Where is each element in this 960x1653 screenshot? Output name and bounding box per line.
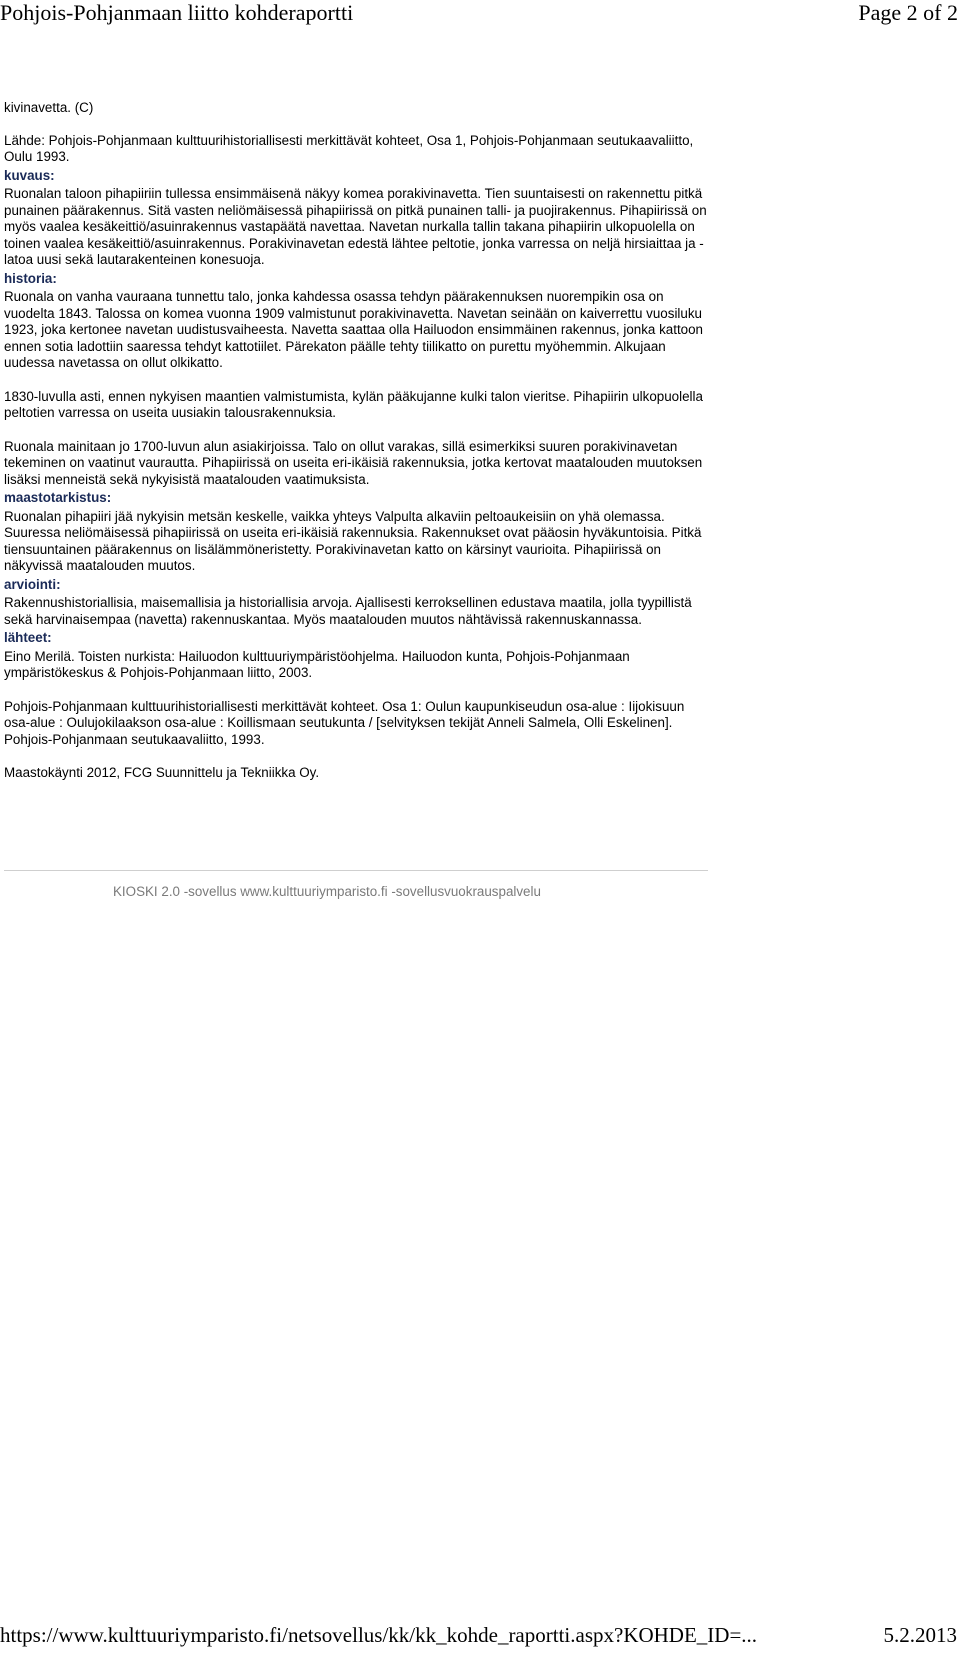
footer-date: 5.2.2013: [883, 1623, 957, 1647]
kuvaus-text: Ruonalan taloon pihapiiriin tullessa ensimmäisenä näkyy komea porakivinavetta. Tien suuntaisesti on rakennettu pitkä punainen päärakennus. Sitä vasten neliömäisessä pihapiirissä on pitkä punainen talli- ja puojirakennus. Pihapiirissä on myös vaalea kesäkeittiö/asuinrakennus vastapäätä navettaa. Navetan nurkalla tallin takana pihapiirin ulkopuolella on toinen vaalea kesäkeittiö/asuinrakennus. Porakivinavetan edestä lähtee peltotie, jonka varressa on neljä hirsiaittaa ja -latoa uusi sekä lautarakenteinen konesuoja.: [4, 186, 707, 267]
print-footer: [0, 1622, 960, 1652]
divider: [4, 870, 708, 871]
section-heading-lahteet: lähteet:: [4, 630, 52, 645]
footer-url: https://www.kulttuuriymparisto.fi/netsovellus/kk/kk_kohde_raportti.aspx?KOHDE_ID=...: [0, 1623, 758, 1647]
section-heading-arviointi: arviointi:: [4, 576, 61, 592]
maastotarkistus-text: Ruonalan pihapiiri jää nykyisin metsän keskelle, vaikka yhteys Valpulta alkaviin peltoaukeisiin on yhä olemassa. Suuressa neliömäisessä pihapiirissä on useita eri-ikäisiä rakennuksia. Rakennukset ovat pääosin hyväkuntoisia. Pitkä tiensuuntainen päärakennus on lisälämmöneristetty. Porakivinavetan katto on kärsinyt vaurioita. Pihapiirissä on näkyvissä maatalouden muutos.: [4, 508, 702, 573]
kioski-line: KIOSKI 2.0 -sovellus www.kulttuuriymparisto.fi -sovellusvuokrauspalvelu: [113, 884, 541, 899]
page-number: Page 2 of 2: [858, 0, 958, 25]
report-content: [4, 100, 708, 782]
section-heading-historia: historia:: [4, 270, 57, 286]
historia-paragraph: Ruonala on vanha vauraana tunnettu talo, jonka kahdessa osassa tehdyn päärakennuksen nuorempikin osa on vuodelta 1843. Talossa on komea vuonna 1909 valmistunut porakivinavetta. Navetan seinään on kaiverrettu vuosiluku 1923, joka kertonee navetan uudistusvaiheesta. Navetta saattaa olla Hailuodon ensimmäinen rakennus, jonka kattoon ennen sotia ladottiin saaressa tehdyt kattotiilet. Pärekaton päälle tehty tiilikatto on purettu myöhemmin. Alkujaan uudessa navetassa on ollut olkikatto.: [4, 289, 704, 370]
section-heading-kuvaus: kuvaus:: [4, 167, 55, 183]
historia-paragraph: Ruonala mainitaan jo 1700-luvun alun asiakirjoissa. Talo on ollut varakas, sillä esimerkiksi suuren porakivinavetan tekeminen on vaatinut vaurautta. Pihapiirissä on useita eri-ikäisiä rakennuksia, jotka kertovat maatalouden muutoksen lisäksi menneistä sekä nykyisistä maatalouden vaatimuksista.: [4, 438, 703, 487]
intro-line: kivinavetta. (C): [4, 100, 94, 115]
source-reference: Maastokäynti 2012, FCG Suunnittelu ja Tekniikka Oy.: [4, 765, 320, 780]
section-heading-maastotarkistus: maastotarkistus:: [4, 490, 112, 505]
arviointi-text: Rakennushistoriallisia, maisemallisia ja historiallisia arvoja. Ajallisesti kerroksellinen edustava maatila, jolla tyypillistä sekä harvinaisempaa (navetta) rakennuskantaa. Myös maatalouden muutos nähtävissä rakennuskannassa.: [4, 595, 692, 627]
print-header: [0, 0, 960, 30]
source-line: Lähde: Pohjois-Pohjanmaan kulttuurihistoriallisesti merkittävät kohteet, Osa 1, Pohjois-Pohjanmaan seutukaavaliitto, Oulu 1993.: [4, 132, 694, 164]
source-reference: Eino Merilä. Toisten nurkista: Hailuodon kulttuuriympäristöohjelma. Hailuodon kunta, Pohjois-Pohjanmaan ympäristökeskus & Pohjois-Pohjanmaan liitto, 2003.: [4, 648, 630, 680]
report-title: Pohjois-Pohjanmaan liitto kohderaportti: [0, 0, 354, 25]
historia-paragraph: 1830-luvulla asti, ennen nykyisen maantien valmistumista, kylän pääkujanne kulki talon vieritse. Pihapiirin ulkopuolella peltotien varressa on useita uusiakin talousrakennuksia.: [4, 388, 703, 420]
source-reference: Pohjois-Pohjanmaan kulttuurihistoriallisesti merkittävät kohteet. Osa 1: Oulun kaupunkiseudun osa-alue : Iijokisuun osa-alue : Oulujokilaakson osa-alue : Koillismaan seutukunta / [selvityksen tekijät Anneli Salmela, Olli Eskelinen]. Pohjois-Pohjanmaan seutukaavaliitto, 1993.: [4, 698, 685, 747]
